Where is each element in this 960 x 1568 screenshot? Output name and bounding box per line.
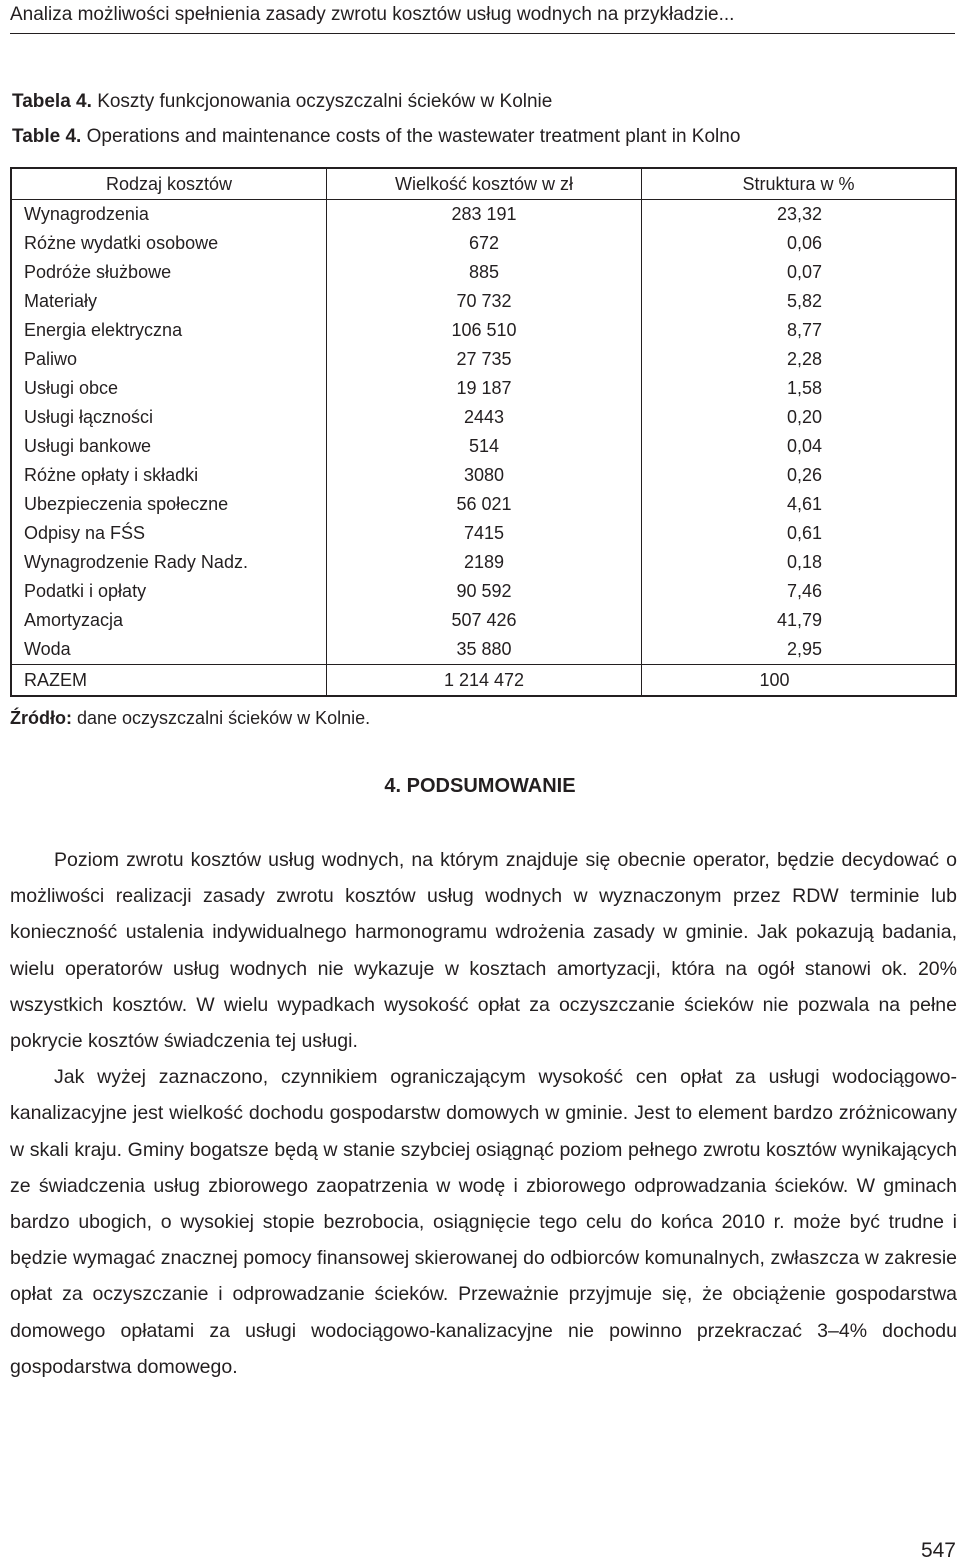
cell-cost-type: Energia elektryczna: [11, 316, 327, 345]
table-row: [11, 519, 956, 548]
cell-cost-amount: 885: [327, 258, 642, 287]
body-text: [10, 842, 957, 1385]
table-row: [11, 548, 956, 577]
header-cost-type: Rodzaj kosztów: [11, 168, 327, 200]
cell-cost-type: Różne opłaty i składki: [11, 461, 327, 490]
table-header-row: [11, 168, 956, 200]
table-row: [11, 490, 956, 519]
page-number: 547: [920, 1539, 956, 1562]
cell-cost-type: Odpisy na FŚS: [11, 519, 327, 548]
cell-cost-amount: 7415: [327, 519, 642, 548]
cell-structure: 0,18: [642, 548, 957, 577]
table-row: [11, 287, 956, 316]
cell-cost-amount: 507 426: [327, 606, 642, 635]
cell-cost-type: Wynagrodzenia: [11, 200, 327, 230]
table-caption-pl: [12, 90, 552, 114]
cell-cost-amount: 56 021: [327, 490, 642, 519]
cell-structure: 7,46: [642, 577, 957, 606]
cell-structure: 0,20: [642, 403, 957, 432]
caption-en-label: Table 4.: [12, 126, 82, 147]
cell-cost-type: Usługi obce: [11, 374, 327, 403]
cell-structure: 5,82: [642, 287, 957, 316]
table-row: [11, 635, 956, 665]
cell-cost-amount: 106 510: [327, 316, 642, 345]
cell-cost-type: Materiały: [11, 287, 327, 316]
caption-pl-text: Koszty funkcjonowania oczyszczalni ścieków w Kolnie: [97, 91, 553, 112]
cell-cost-type: Paliwo: [11, 345, 327, 374]
cell-cost-amount: 19 187: [327, 374, 642, 403]
cell-cost-type: Amortyzacja: [11, 606, 327, 635]
cell-cost-amount: 672: [327, 229, 642, 258]
table-row: [11, 403, 956, 432]
cell-cost-type: Podróże służbowe: [11, 258, 327, 287]
paragraph: Poziom zwrotu kosztów usług wodnych, na którym znajduje się obecnie operator, będzie decydować o możliwości realizacji zasady zwrotu kosztów usług wodnych w wyznaczonym przez RDW terminie lub konieczność ustalenia indywidualnego harmonogramu wdrożenia zasady w gminie. Jak pokazują badania, wielu operatorów usług wodnych nie wykazuje w kosztach amortyzacji, która na ogół stanowi ok. 20% wszystkich kosztów. W wielu wypadkach wysokość opłat za oczyszczanie ścieków nie pozwala na pełne pokrycie kosztów świadczenia tej usługi.: [10, 849, 957, 1053]
source-label: Źródło:: [10, 708, 72, 728]
cell-structure: 41,79: [642, 606, 957, 635]
cell-cost-amount: 2443: [327, 403, 642, 432]
table-source: [10, 706, 370, 730]
caption-pl-label: Tabela 4.: [12, 91, 92, 112]
total-structure: 100: [642, 665, 957, 697]
cell-cost-amount: 27 735: [327, 345, 642, 374]
cell-cost-type: Ubezpieczenia społeczne: [11, 490, 327, 519]
caption-en-text: Operations and maintenance costs of the wastewater treatment plant in Kolno: [86, 126, 741, 147]
source-text: dane oczyszczalni ścieków w Kolnie.: [77, 708, 371, 728]
cell-structure: 23,32: [642, 200, 957, 230]
header-structure: Struktura w %: [642, 168, 957, 200]
cell-cost-amount: 2189: [327, 548, 642, 577]
cell-structure: 2,28: [642, 345, 957, 374]
table-caption-en: [12, 125, 740, 149]
cell-cost-type: Usługi bankowe: [11, 432, 327, 461]
table-row: [11, 461, 956, 490]
cell-structure: 1,58: [642, 374, 957, 403]
header-cost-amount: Wielkość kosztów w zł: [327, 168, 642, 200]
cell-cost-type: Woda: [11, 635, 327, 665]
running-head: Analiza możliwości spełnienia zasady zwrotu kosztów usług wodnych na przykładzie...: [10, 4, 735, 25]
cell-structure: 0,04: [642, 432, 957, 461]
table-row: [11, 374, 956, 403]
section-title: 4. PODSUMOWANIE: [384, 775, 576, 797]
table-body: [11, 200, 956, 665]
cell-cost-amount: 90 592: [327, 577, 642, 606]
table-row: [11, 577, 956, 606]
cell-cost-amount: 3080: [327, 461, 642, 490]
costs-table: [10, 167, 957, 697]
table-row: [11, 229, 956, 258]
table-row: [11, 316, 956, 345]
cell-structure: 0,26: [642, 461, 957, 490]
cell-structure: 0,07: [642, 258, 957, 287]
cell-cost-type: Różne wydatki osobowe: [11, 229, 327, 258]
cell-cost-amount: 514: [327, 432, 642, 461]
cell-cost-amount: 70 732: [327, 287, 642, 316]
total-label: RAZEM: [11, 665, 327, 697]
cell-cost-amount: 35 880: [327, 635, 642, 665]
cell-structure: 2,95: [642, 635, 957, 665]
cell-structure: 0,06: [642, 229, 957, 258]
header-rule: [10, 33, 955, 34]
cell-structure: 4,61: [642, 490, 957, 519]
cell-structure: 0,61: [642, 519, 957, 548]
total-amount: 1 214 472: [327, 665, 642, 697]
paragraph: Jak wyżej zaznaczono, czynnikiem ograniczającym wysokość cen opłat za usługi wodociągowo-kanalizacyjne jest wielkość dochodu gospodarstw domowych w gminie. Jest to element bardzo zróżnicowany w skali kraju. Gminy bogatsze będą w stanie szybciej osiągnąć poziom pełnego zwrotu kosztów wynikających ze świadczenia usług zbiorowego zaopatrzenia w wodę i zbiorowego odprowadzania ścieków. W gminach bardzo ubogich, o wysokiej stopie bezrobocia, osiągnięcie tego celu do końca 2010 r. może być trudne i będzie wymagać znacznej pomocy finansowej skierowanej do odbiorców komunalnych, zwłaszcza w zakresie opłat za oczyszczanie i odprowadzanie ścieków. Przeważnie przyjmuje się, że obciążenie gospodarstwa domowego opłatami za usługi wodociągowo-kanalizacyjne nie powinno przekraczać 3–4% dochodu gospodarstwa domowego.: [10, 1066, 957, 1378]
table-row: [11, 258, 956, 287]
cell-cost-type: Wynagrodzenie Rady Nadz.: [11, 548, 327, 577]
cell-cost-amount: 283 191: [327, 200, 642, 230]
table-total-row: [11, 665, 956, 697]
cell-structure: 8,77: [642, 316, 957, 345]
cell-cost-type: Usługi łączności: [11, 403, 327, 432]
table-row: [11, 606, 956, 635]
table-row: [11, 200, 956, 230]
table-row: [11, 432, 956, 461]
cell-cost-type: Podatki i opłaty: [11, 577, 327, 606]
table-row: [11, 345, 956, 374]
